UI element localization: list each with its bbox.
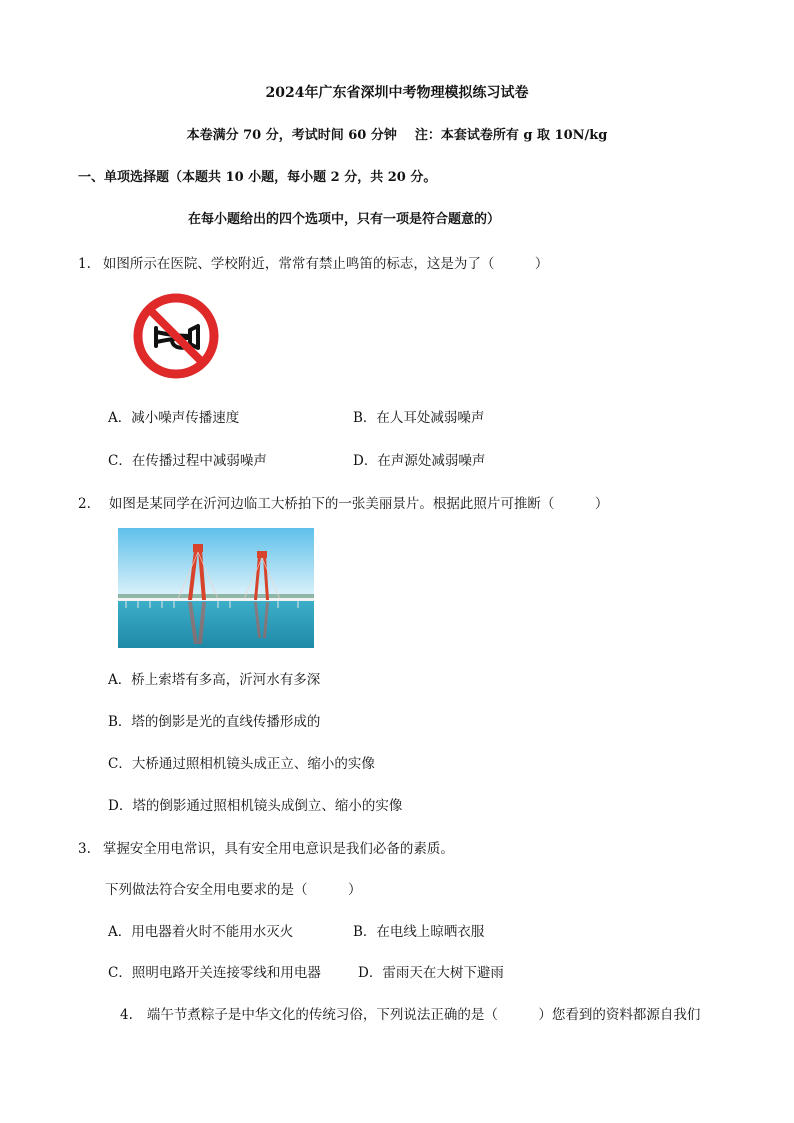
option-1c: C．在传播过程中减弱噪声 [108,453,267,469]
question-2 [78,492,608,512]
option-1a: A．减小噪声传播速度 [108,410,240,426]
section-heading: 一、单项选择题（本题共 10 小题，每小题 2 分，共 20 分。 [78,170,437,185]
no-honking-sign-icon [132,292,220,380]
option-3a: A．用电器着火时不能用水灭火 [108,924,294,940]
option-3b: B．在电线上晾晒衣服 [353,924,485,940]
question-3-stem-line-2: 下列做法符合安全用电要求的是（ ） [105,882,362,898]
question-stem: 如图所示在医院、学校附近，常常有禁止鸣笛的标志，这是为了（ ） [102,256,549,272]
option-2c: C．大桥通过照相机镜头成正立、缩小的实像 [108,756,375,772]
question-number: 4. [120,1007,133,1023]
question-stem: 端午节煮粽子是中华文化的传统习俗，下列说法正确的是（ ）您看到的资料都源自我们 [146,1007,701,1023]
option-2d: D．塔的倒影通过照相机镜头成倒立、缩小的实像 [108,798,403,814]
g-value-note: 注：本套试卷所有 g 取 10N/kg [414,128,608,143]
option-2b: B．塔的倒影是光的直线传播形成的 [108,714,321,730]
option-1b: B．在人耳处减弱噪声 [353,410,485,426]
question-1 [78,252,548,272]
question-number: 2. [78,496,91,512]
question-4 [120,1003,700,1023]
bridge-photo-icon [118,528,314,648]
exam-notice [0,124,794,143]
option-3c: C．照明电路开关连接零线和用电器 [108,965,321,981]
full-score-text: 本卷满分 70 分，考试时间 60 分钟 [186,128,397,143]
section-instruction: 在每小题给出的四个选项中，只有一项是符合题意的） [188,212,501,227]
question-number: 1. [78,256,91,272]
question-number: 3. [78,841,91,857]
option-2a: A．桥上索塔有多高，沂河水有多深 [108,672,321,688]
question-stem: 掌握安全用电常识，具有安全用电意识是我们必备的素质。 [102,841,454,857]
option-3d: D．雷雨天在大树下避雨 [358,965,504,981]
page-title: 2024年广东省深圳中考物理模拟练习试卷 [265,85,529,101]
question-3 [78,837,454,857]
option-1d: D．在声源处减弱噪声 [353,453,486,469]
question-stem: 如图是某同学在沂河边临工大桥拍下的一张美丽景片。根据此照片可推断（ ） [108,496,609,512]
